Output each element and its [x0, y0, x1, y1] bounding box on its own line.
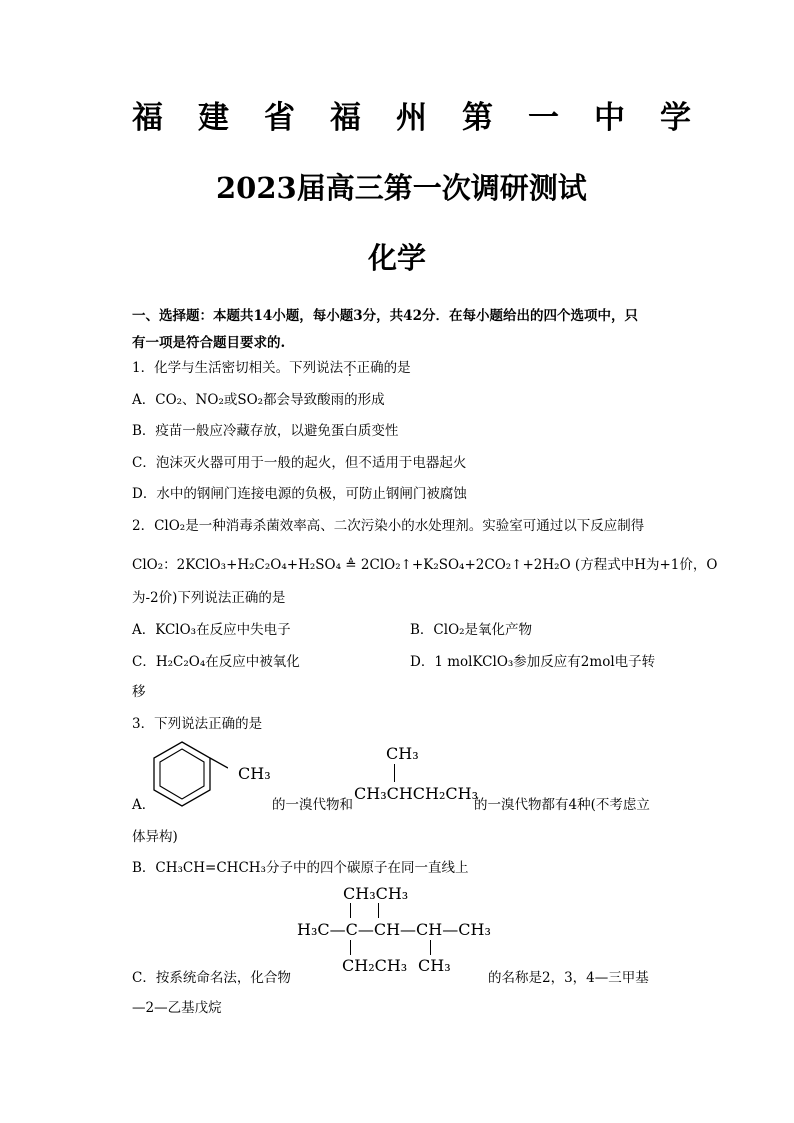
- section-heading-line2: 有一项是符合题目要求的.: [132, 335, 286, 351]
- q3-a-end2: 体异构): [132, 829, 178, 845]
- q3-option-b: B．CH₃CH=CHCH₃分子中的四个碳原子在同一直线上: [132, 860, 469, 876]
- q1-option-a: A．CO₂、NO₂或SO₂都会导致酸雨的形成: [132, 392, 385, 408]
- school-char: 州: [396, 100, 427, 136]
- q2-line1: 2．ClO₂是一种消毒杀菌效率高、二次污染小的水处理剂。实验室可通过以下反应制得: [132, 518, 645, 534]
- q1-stem: [132, 356, 411, 376]
- school-char: 福: [330, 100, 361, 136]
- chain-branch-bond: [394, 764, 395, 782]
- chain-main: CH₃CHCH₂CH₃: [354, 784, 479, 803]
- school-char: 一: [528, 100, 559, 136]
- q3-a-label: A．: [132, 797, 156, 813]
- q1-stem-emphasis: 不: [343, 360, 357, 376]
- struct-bottom-ethyl: CH₂CH₃: [342, 956, 408, 975]
- struct-bond-top-left: [350, 903, 351, 918]
- q3-a-mid: 的一溴代物和: [272, 797, 353, 813]
- struct-bond-top-right: [378, 903, 379, 918]
- q3-c-end2: —2—乙基戊烷: [132, 1000, 222, 1016]
- q2-line2: ClO₂：2KClO₃+H₂C₂O₄+H₂SO₄ ≜ 2ClO₂↑+K₂SO₄+2CO₂↑+2H₂O (方程式中H为+1价，O: [132, 557, 718, 573]
- struct-main-chain: H₃C—C—CH—CH—CH₃: [297, 920, 491, 939]
- q3-stem: 3．下列说法正确的是: [132, 716, 263, 732]
- section-heading-line1: 一、选择题：本题共14小题，每小题3分，共42分．在每小题给出的四个选项中，只: [132, 308, 638, 324]
- q1-option-b: B．疫苗一般应冷藏存放，以避免蛋白质变性: [132, 423, 399, 439]
- subject-title: 化学: [368, 241, 427, 275]
- school-char: 省: [264, 100, 295, 136]
- school-name: [132, 92, 694, 137]
- school-char: 福: [132, 100, 163, 136]
- struct-top-groups: CH₃CH₃: [343, 884, 409, 903]
- q1-option-d: D．水中的钢闸门连接电源的负极，可防止钢闸门被腐蚀: [132, 486, 467, 502]
- struct-bond-bot-right: [430, 940, 431, 955]
- exam-title: 2023届高三第一次调研测试: [216, 171, 587, 205]
- q1-option-c: C．泡沫灭火器可用于一般的起火，但不适用于电器起火: [132, 455, 467, 471]
- struct-bond-bot-left: [350, 940, 351, 955]
- toluene-ch3-label: CH₃: [238, 764, 271, 783]
- toluene-structure: [148, 738, 228, 810]
- q2-line3: 为-2价)下列说法正确的是: [132, 590, 286, 606]
- q2-option-d: D．1 molKClO₃参加反应有2mol电子转: [410, 654, 656, 670]
- school-char: 中: [594, 100, 625, 136]
- struct-bottom-methyl: CH₃: [418, 956, 451, 975]
- school-char: 第: [462, 100, 493, 136]
- q2-option-a: A．KClO₃在反应中失电子: [132, 622, 291, 638]
- q2-option-b: B．ClO₂是氧化产物: [410, 622, 533, 638]
- q2-option-d-cont: 移: [132, 684, 146, 700]
- q1-stem-c: 正确的是: [356, 360, 411, 376]
- school-char: 学: [660, 100, 691, 136]
- chain-branch-ch3: CH₃: [386, 744, 419, 763]
- q1-stem-a: 1．化学与生活密切相关。下列说法: [132, 360, 344, 376]
- q3-c-end: 的名称是2，3，4—三甲基: [488, 970, 649, 986]
- school-char: 建: [198, 100, 229, 136]
- q3-a-end: 的一溴代物都有4种(不考虑立: [474, 797, 650, 813]
- q3-c-label: C．按系统命名法，化合物: [132, 970, 291, 986]
- q2-option-c: C．H₂C₂O₄在反应中被氧化: [132, 654, 300, 670]
